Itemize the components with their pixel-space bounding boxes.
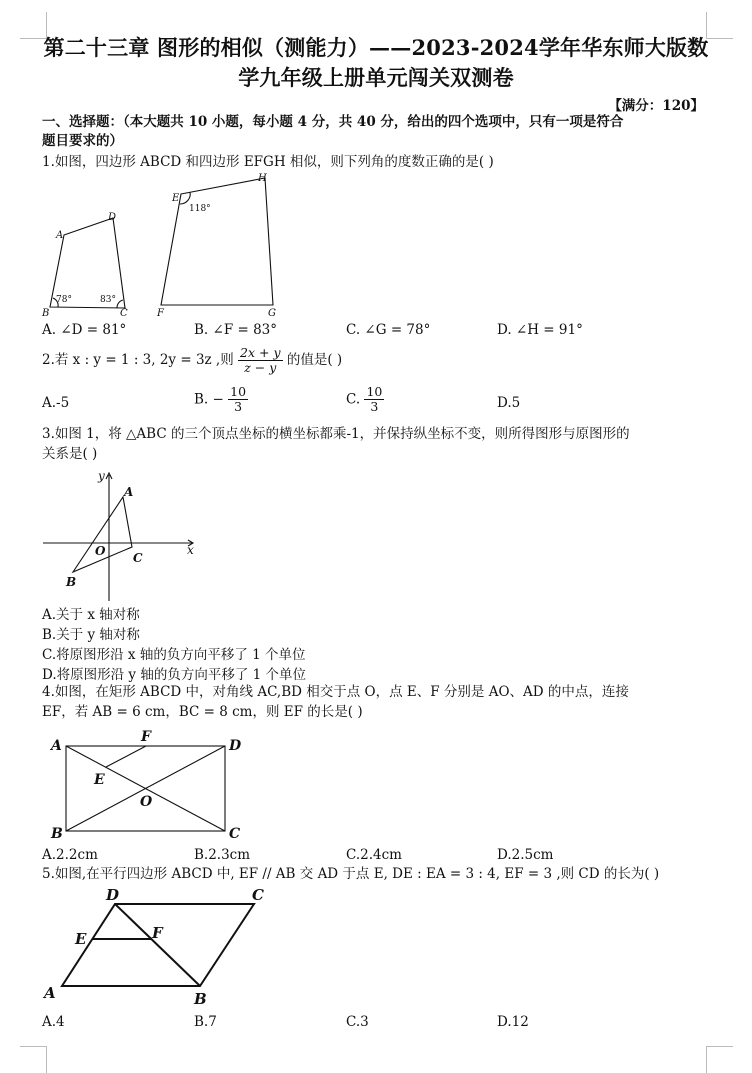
- q4-figure: [40, 724, 260, 846]
- q1-option-a[interactable]: A. ∠D = 81°: [42, 322, 127, 338]
- label-e: E: [172, 193, 180, 204]
- corner-mark-bottom-left: [20, 1046, 47, 1073]
- angle-b-value: 78°: [56, 295, 72, 305]
- q5-option-c[interactable]: C.3: [346, 1014, 369, 1030]
- q5-option-d[interactable]: D.12: [497, 1014, 529, 1030]
- label-b: B: [42, 308, 50, 319]
- y-axis-label: y: [98, 469, 105, 483]
- angle-c-arc: [117, 300, 123, 308]
- label-d: D: [108, 212, 117, 223]
- q4-option-b[interactable]: B.2.3cm: [194, 847, 251, 863]
- q3-option-a[interactable]: A.关于 x 轴对称: [42, 607, 140, 623]
- label-f: F: [152, 924, 163, 942]
- q2-option-c-fraction: [364, 385, 384, 414]
- q3-stem-line2: 关系是( ): [42, 446, 98, 462]
- q4-option-a[interactable]: A.2.2cm: [42, 847, 98, 863]
- q1-option-c[interactable]: C. ∠G = 78°: [346, 322, 431, 338]
- q5-figure: [40, 882, 280, 1008]
- section-heading-line2: 题目要求的）: [42, 133, 123, 149]
- x-axis-label: x: [187, 543, 194, 557]
- label-a: A: [56, 230, 64, 241]
- label-f: F: [141, 729, 151, 745]
- q2-stem-pre: 2.若 x : y = 1 : 3, 2y = 3z ,则: [42, 352, 234, 368]
- diagonal-db: [115, 904, 200, 986]
- q4-option-d[interactable]: D.2.5cm: [497, 847, 554, 863]
- q2-option-b-num: 10: [230, 384, 247, 399]
- q2-option-b-fraction: [228, 385, 248, 414]
- q4-stem-line2: EF，若 AB = 6 cm，BC = 8 cm，则 EF 的长是( ): [42, 704, 363, 720]
- q1-stem: 1.如图，四边形 ABCD 和四边形 EFGH 相似，则下列角的度数正确的是( ): [42, 154, 494, 170]
- q2-option-c-label: C.: [346, 391, 361, 408]
- corner-mark-bottom-right: [706, 1046, 733, 1073]
- angle-c-value: 83°: [100, 295, 116, 305]
- q5-stem: 5.如图,在平行四边形 ABCD 中, EF // AB 交 AD 于点 E, DE : EA = 3 : 4, EF = 3 ,则 CD 的长为( ): [42, 866, 660, 882]
- page-title-line2: 学九年级上册单元闯关双测卷: [238, 65, 514, 90]
- angle-e-value: 118°: [189, 204, 211, 214]
- triangle-abc: [73, 497, 132, 572]
- label-a: A: [51, 738, 62, 754]
- label-c: C: [120, 308, 128, 319]
- page-title-line1: 第二十三章 图形的相似（测能力）——2023-2024学年华东师大版数: [43, 35, 709, 60]
- q2-fraction-numerator: 2x + y: [240, 345, 281, 360]
- label-c: C: [229, 826, 241, 842]
- q2-stem-post: 的值是( ): [286, 352, 343, 368]
- label-o: O: [140, 794, 153, 810]
- q3-option-d[interactable]: D.将原图形沿 y 轴的负方向平移了 1 个单位: [42, 667, 307, 683]
- label-g: G: [268, 308, 276, 319]
- label-c: C: [252, 886, 264, 904]
- full-score-label: 【满分：120】: [608, 98, 704, 114]
- q2-option-d[interactable]: D.5: [497, 395, 521, 411]
- q1-option-d[interactable]: D. ∠H = 91°: [497, 322, 583, 338]
- label-o: O: [95, 544, 106, 558]
- q2-option-c-num: 10: [366, 384, 383, 399]
- q5-option-a[interactable]: A.4: [42, 1014, 65, 1030]
- q3-figure: [40, 463, 210, 603]
- label-b: B: [194, 990, 207, 1008]
- q2-option-b[interactable]: [194, 385, 248, 414]
- q4-option-c[interactable]: C.2.4cm: [346, 847, 402, 863]
- label-e: E: [94, 772, 105, 788]
- q2-stem: [42, 342, 342, 378]
- label-a: A: [124, 485, 134, 499]
- q3-stem-line1: 3.如图 1，将 △ABC 的三个顶点坐标的横坐标都乘-1，并保持纵坐标不变，则所得图形与原图形的: [42, 426, 630, 442]
- q2-option-c[interactable]: [346, 385, 384, 414]
- label-e: E: [75, 930, 87, 948]
- segment-ef: [106, 746, 146, 767]
- label-b: B: [51, 826, 63, 842]
- label-c: C: [133, 551, 143, 565]
- q4-stem-line1: 4.如图，在矩形 ABCD 中，对角线 AC,BD 相交于点 O，点 E、F 分别是 AO、AD 的中点，连接: [42, 684, 629, 700]
- q3-option-c[interactable]: C.将原图形沿 x 轴的负方向平移了 1 个单位: [42, 647, 306, 663]
- q2-fraction-denominator: z − y: [244, 360, 277, 375]
- label-d: D: [106, 886, 120, 904]
- q3-option-b[interactable]: B.关于 y 轴对称: [42, 627, 140, 643]
- q2-option-c-den: 3: [370, 399, 379, 414]
- label-a: A: [44, 984, 56, 1002]
- label-d: D: [229, 738, 242, 754]
- q1-figure: [36, 170, 296, 320]
- q2-option-b-den: 3: [234, 399, 243, 414]
- label-h: H: [258, 173, 267, 184]
- label-b: B: [66, 575, 77, 589]
- q2-option-a[interactable]: A.-5: [42, 395, 70, 411]
- q2-fraction: [238, 346, 283, 375]
- q5-option-b[interactable]: B.7: [194, 1014, 217, 1030]
- label-f: F: [157, 308, 164, 319]
- section-heading-line1: 一、选择题：（本大题共 10 小题，每小题 4 分，共 40 分，给出的四个选项中，只有一项是符合: [42, 114, 624, 130]
- q1-option-b[interactable]: B. ∠F = 83°: [194, 322, 278, 338]
- q2-option-b-label: B. −: [194, 391, 224, 408]
